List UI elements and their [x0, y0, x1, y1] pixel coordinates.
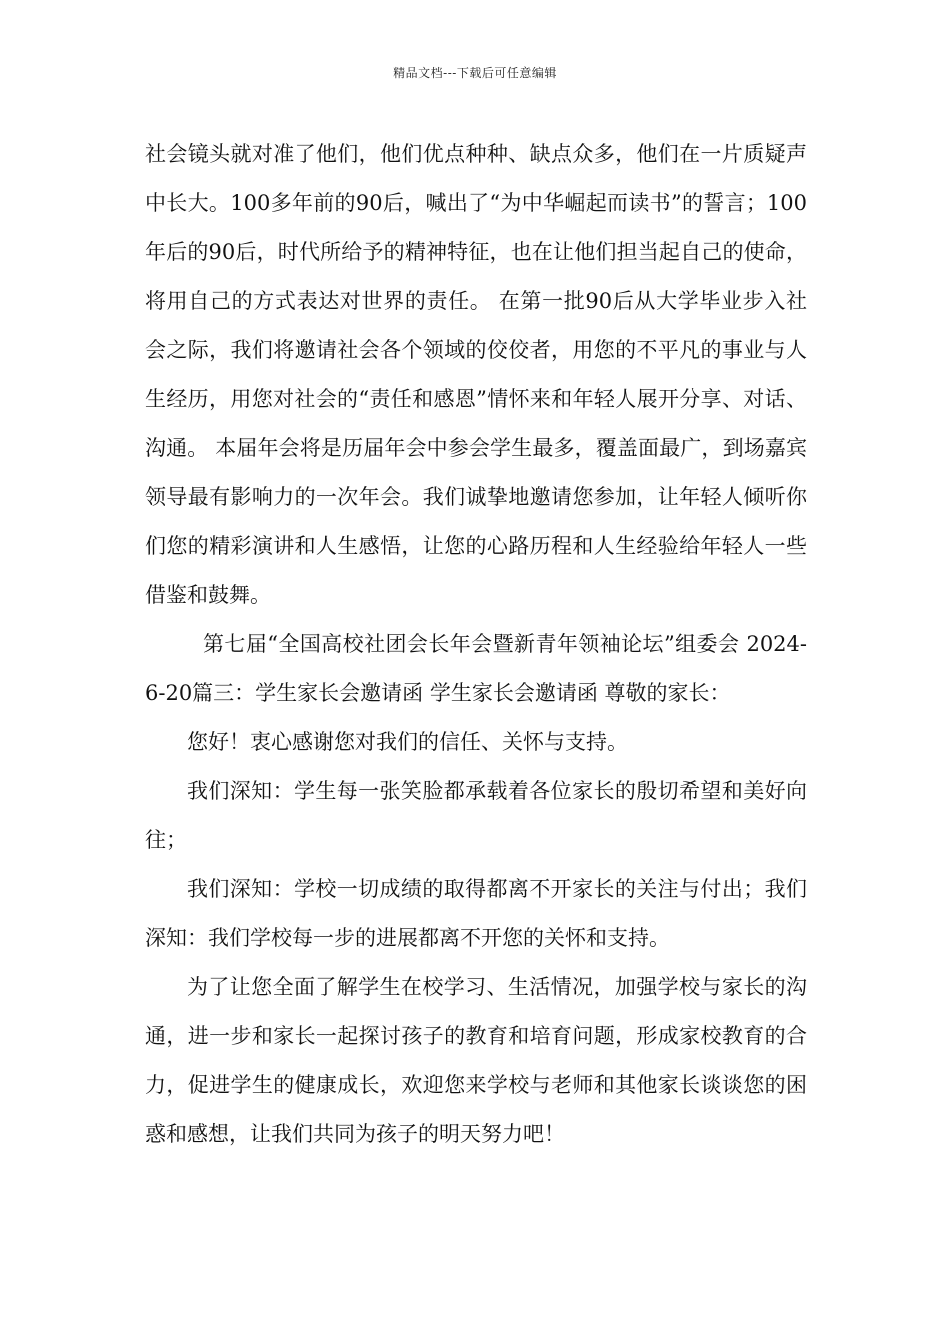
document-body	[145, 130, 807, 1159]
paragraph-invitation-intro: 社会镜头就对准了他们，他们优点种种、缺点众多，他们在一片质疑声中长大。100多年前的90后，喊出了“为中华崛起而读书”的誓言；100年后的90后，时代所给予的精神特征，也在让他们担当起自己的使命，将用自己的方式表达对世界的责任。 在第一批90后从大学毕业步入社会之际，我们将邀请社会各个领域的佼佼者，用您的不平凡的事业与人生经历，用您对社会的“责任和感恩”情怀来和年轻人展开分享、对话、沟通。 本届年会将是历届年会中参会学生最多，覆盖面最广，到场嘉宾领导最有影响力的一次年会。我们诚挚地邀请您参加，让年轻人倾听你们您的精彩演讲和人生感悟，让您的心路历程和人生经验给年轻人一些借鉴和鼓舞。	[145, 142, 807, 607]
paragraph-organizer-signature: 第七届“全国高校社团会长年会暨新青年领袖论坛”组委会 2024-6-20篇三：学生家长会邀请函 学生家长会邀请函 尊敬的家长：	[145, 632, 807, 705]
paragraph-we-know-2: 我们深知：学校一切成绩的取得都离不开家长的关注与付出；我们深知：我们学校每一步的进展都离不开您的关怀和支持。	[145, 877, 807, 950]
page-header: 精品文档---下载后可任意编辑	[393, 66, 557, 80]
paragraph-we-know-1: 我们深知：学生每一张笑脸都承载着各位家长的殷切希望和美好向往；	[145, 779, 807, 852]
paragraph-purpose: 为了让您全面了解学生在校学习、生活情况，加强学校与家长的沟通，进一步和家长一起探讨孩子的教育和培育问题，形成家校教育的合力，促进学生的健康成长，欢迎您来学校与老师和其他家长谈谈您的困惑和感想，让我们共同为孩子的明天努力吧！	[145, 975, 807, 1146]
paragraph-greeting: 您好！衷心感谢您对我们的信任、关怀与支持。	[187, 730, 628, 754]
